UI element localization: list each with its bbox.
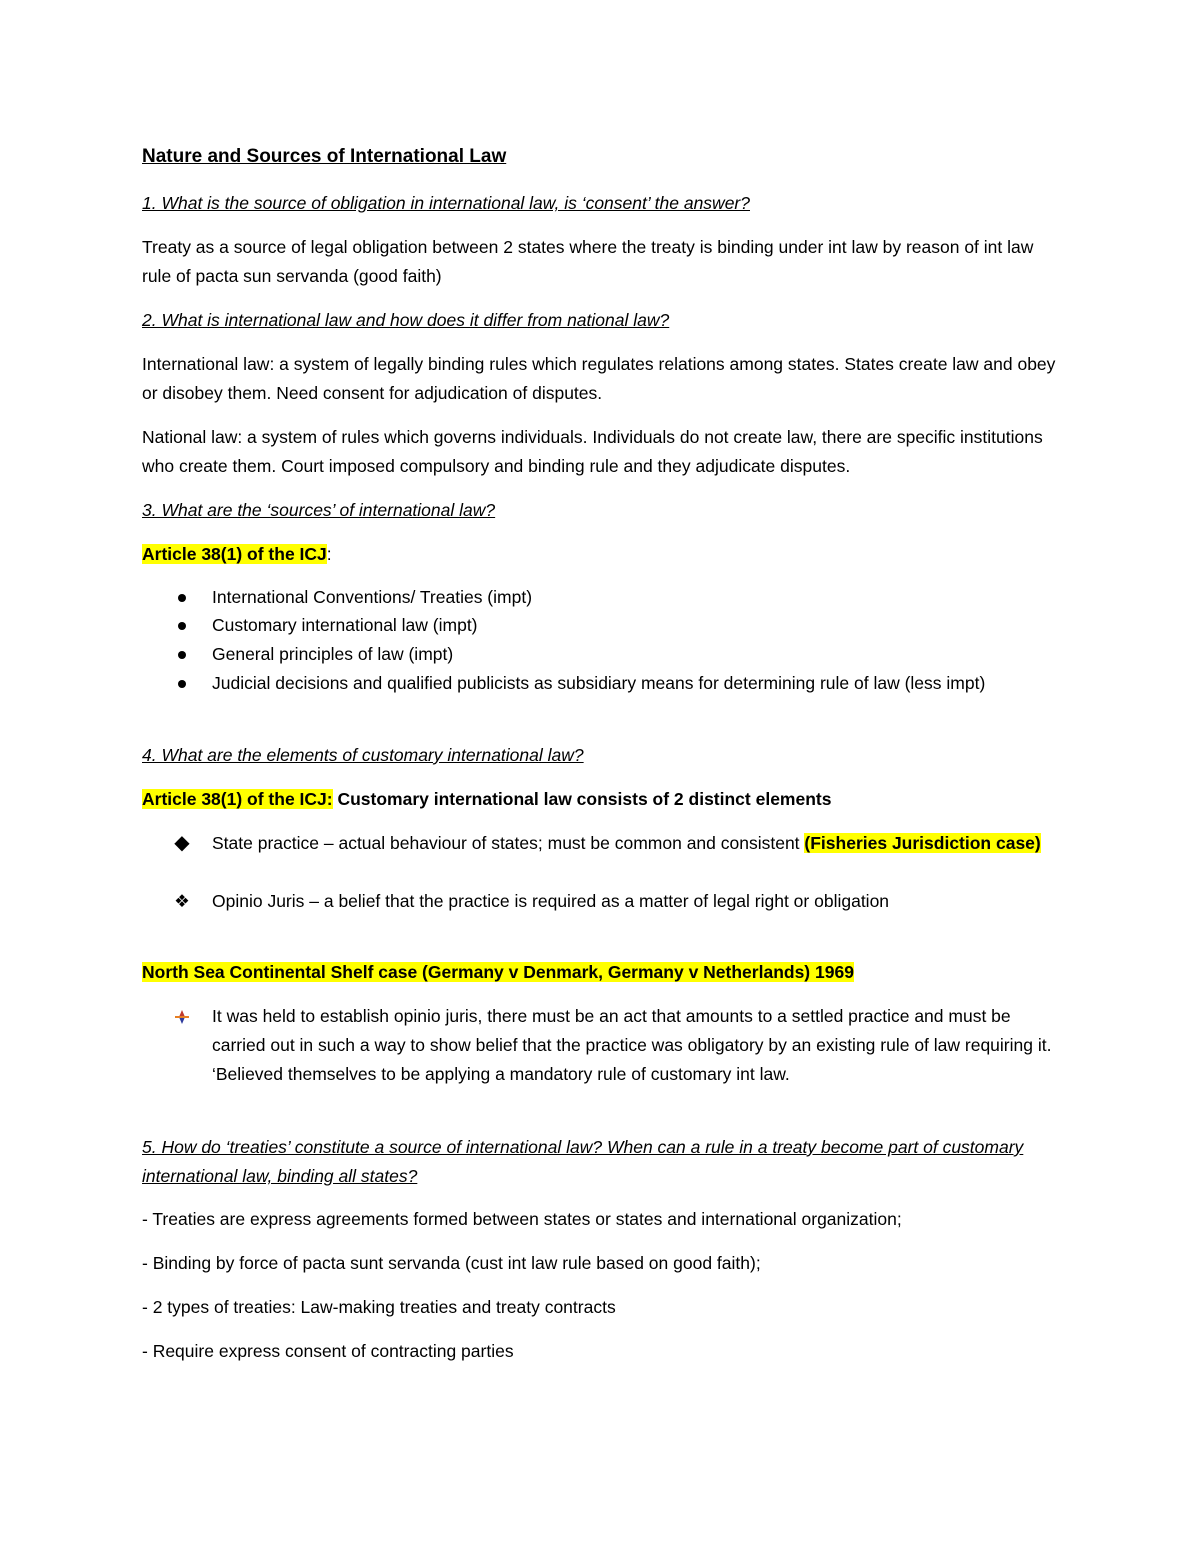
filled-circle-icon	[170, 669, 194, 698]
list-item	[142, 829, 1062, 858]
source-item: General principles of law (impt)	[212, 644, 454, 664]
north-sea-case-highlight: North Sea Continental Shelf case (Germany v Denmark, Germany v Netherlands) 1969	[142, 962, 854, 982]
north-sea-case-heading	[142, 958, 1062, 987]
source-item: Judicial decisions and qualified publicists as subsidiary means for determining rule of law (less impt)	[212, 673, 986, 693]
list-item	[142, 611, 1062, 640]
customary-law-elements-text: Customary international law consists of 2 distinct elements	[332, 789, 832, 809]
question-2: 2. What is international law and how does it differ from national law?	[142, 310, 670, 330]
article-38-highlight: Article 38(1) of the ICJ	[142, 544, 327, 564]
filled-circle-icon	[170, 611, 194, 640]
article-38-colon: :	[326, 544, 332, 564]
question-4: 4. What are the elements of customary international law?	[142, 745, 584, 765]
national-law-definition: National law: a system of rules which governs individuals. Individuals do not create law, there are specific institutions who create them. Court imposed compulsory and binding rule and they adjudicate disputes.	[142, 427, 1043, 476]
four-diamond-icon: ❖	[174, 891, 190, 911]
international-law-definition: International law: a system of legally binding rules which regulates relations among states. States create law and obey or disobey them. Need consent for adjudication of disputes.	[142, 354, 1056, 403]
north-sea-case-holding: It was held to establish opinio juris, there must be an act that amounts to a settled practice and must be carried out in such a way to show belief that the practice was obligatory by an existing rule of law requiring it. ‘Believed themselves to be applying a mandatory rule of customary int law.	[212, 1006, 1052, 1084]
article-38-heading	[142, 540, 1062, 569]
article-38-highlight: Article 38(1) of the ICJ:	[142, 789, 333, 809]
treaty-point: - Require express consent of contracting parties	[142, 1341, 514, 1361]
treaty-point: - 2 types of treaties: Law-making treaties and treaty contracts	[142, 1297, 616, 1317]
list-item	[142, 887, 1062, 916]
arrow-icon	[170, 1002, 194, 1031]
answer-1: Treaty as a source of legal obligation between 2 states where the treaty is binding under int law by reason of int law rule of pacta sun servanda (good faith)	[142, 237, 1034, 286]
question-1: 1. What is the source of obligation in international law, is ‘consent’ the answer?	[142, 193, 750, 213]
treaty-point: - Treaties are express agreements formed between states or states and international organization;	[142, 1209, 902, 1229]
opinio-juris-text: Opinio Juris – a belief that the practice is required as a matter of legal right or obligation	[212, 891, 890, 911]
list-item	[142, 1002, 1062, 1089]
question-3: 3. What are the ‘sources’ of international law?	[142, 500, 496, 520]
list-item	[142, 669, 1062, 698]
customary-law-heading	[142, 785, 1062, 814]
state-practice-text: State practice – actual behaviour of states; must be common and consistent	[212, 833, 805, 853]
source-item: International Conventions/ Treaties (impt)	[212, 587, 533, 607]
diamond-icon: ◆	[174, 832, 190, 854]
filled-circle-icon	[170, 640, 194, 669]
treaty-point: - Binding by force of pacta sunt servanda (cust int law rule based on good faith);	[142, 1253, 761, 1273]
filled-circle-icon	[170, 583, 194, 612]
question-5: 5. How do ‘treaties’ constitute a source of international law? When can a rule in a treaty become part of customary international law, binding all states?	[142, 1137, 1024, 1186]
list-item	[142, 583, 1062, 612]
fisheries-case-highlight: (Fisheries Jurisdiction case)	[804, 833, 1041, 853]
source-item: Customary international law (impt)	[212, 615, 478, 635]
list-item	[142, 640, 1062, 669]
document-title: Nature and Sources of International Law	[142, 146, 507, 167]
